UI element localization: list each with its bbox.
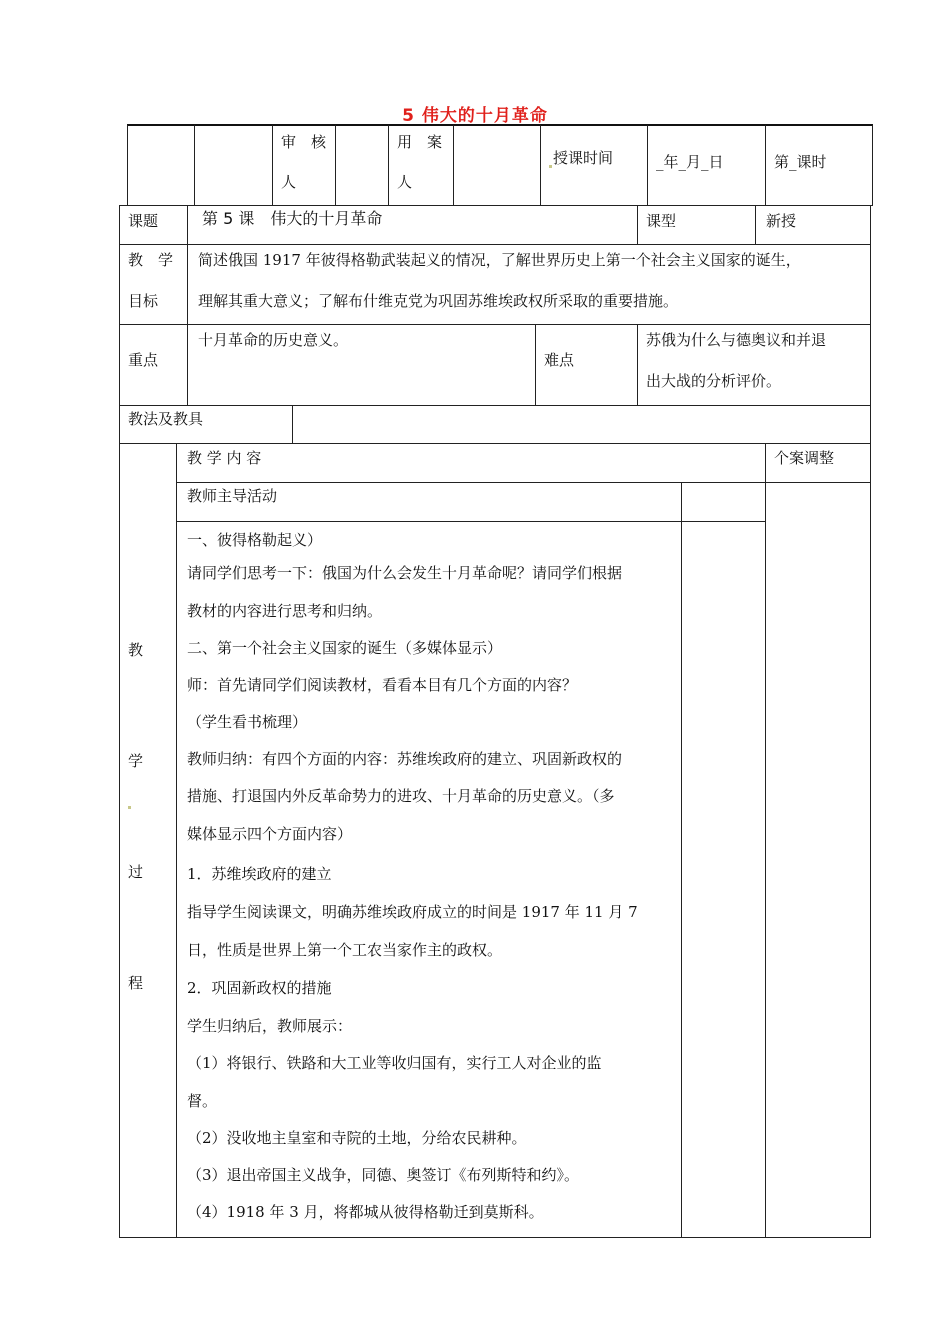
reviewer-label-line-1: 审 核: [281, 133, 327, 151]
type-value-cell: [755, 205, 871, 245]
content-line: （2）没收地主皇室和寺院的土地，分给农民耕种。: [187, 1129, 527, 1147]
content-line: 督。: [187, 1092, 218, 1110]
type-value: 新授: [766, 212, 797, 230]
content-line: 请同学们思考一下：俄国为什么会发生十月革命呢？请同学们根据: [187, 564, 623, 582]
content-line: 措施、打退国内外反革命势力的进攻、十月革命的历史意义。（多: [187, 787, 615, 805]
methods-label: 教法及教具: [128, 410, 204, 428]
key-value: 十月革命的历史意义。: [198, 331, 349, 349]
process-side-cell: [119, 443, 177, 1238]
content-line: 2．巩固新政权的措施: [187, 979, 332, 997]
reviewer-label-line-2: 人: [281, 173, 297, 191]
header-cell-blank-2: [194, 124, 273, 206]
content-line: 一、彼得格勒起义）: [187, 531, 323, 549]
adjust-body-cell: [765, 482, 871, 1238]
content-header-cell: [176, 443, 766, 483]
type-label-cell: [637, 205, 756, 245]
header-cell-user-label: [388, 124, 454, 206]
header-cell-blank-1: [127, 124, 195, 206]
period-text: 第_课时: [774, 153, 827, 171]
topic-value: 第 5 课 伟大的十月革命: [202, 209, 383, 228]
user-label-line-2: 人: [397, 173, 413, 191]
content-header: 教 学 内 容: [187, 449, 262, 467]
content-line: 二、第一个社会主义国家的诞生（多媒体显示）: [187, 639, 503, 657]
key-label: 重点: [128, 351, 159, 369]
goals-label-cell: [119, 244, 188, 325]
teaching-time-label: 授课时间: [553, 149, 614, 167]
adjust-header-cell: [765, 443, 871, 483]
goals-label-line-1: 教 学: [128, 251, 174, 269]
content-line: 日，性质是世界上第一个工农当家作主的政权。: [187, 941, 503, 959]
process-side-char-3: 过: [128, 863, 144, 881]
goals-label-line-2: 目标: [128, 292, 159, 310]
content-line: 1．苏维埃政府的建立: [187, 865, 332, 883]
goals-value-cell: [187, 244, 871, 325]
content-line: 学生归纳后，教师展示：: [187, 1017, 353, 1035]
methods-value-cell: [292, 405, 871, 444]
content-line: 教师归纳：有四个方面的内容：苏维埃政府的建立、巩固新政权的: [187, 750, 623, 768]
header-cell-period: [765, 124, 873, 206]
difficulty-value-cell: [637, 324, 871, 406]
revision-mark-icon: [549, 165, 552, 168]
teacher-activity-aux-cell: [681, 482, 766, 522]
difficulty-line-1: 苏俄为什么与德奥议和并退: [646, 331, 827, 349]
header-cell-date: [647, 124, 766, 206]
key-value-cell: [187, 324, 536, 406]
process-side-char-1: 教: [128, 641, 144, 659]
methods-label-cell: [119, 405, 293, 444]
teacher-activity-header-cell: [176, 482, 682, 522]
content-line: 指导学生阅读课文，明确苏维埃政府成立的时间是 1917 年 11 月 7: [187, 903, 638, 921]
content-line: 教材的内容进行思考和归纳。: [187, 602, 383, 620]
header-cell-user-value: [453, 124, 541, 206]
user-label-line-1: 用 案: [397, 133, 443, 151]
document-title: 5 伟大的十月革命: [402, 106, 548, 126]
content-line: （4）1918 年 3 月，将都城从彼得格勒迁到莫斯科。: [187, 1203, 544, 1221]
teacher-activity-header: 教师主导活动: [187, 487, 278, 505]
content-body-cell: [176, 521, 682, 1238]
process-side-char-4: 程: [128, 974, 144, 992]
content-body-aux-cell: [681, 521, 766, 1238]
goals-line-1: 简述俄国 1917 年彼得格勒武装起义的情况，了解世界历史上第一个社会主义国家的诞生，: [198, 251, 801, 269]
content-line: （学生看书梳理）: [187, 713, 308, 731]
adjust-header: 个案调整: [774, 449, 835, 467]
topic-label: 课题: [128, 212, 159, 230]
topic-label-cell: [119, 205, 188, 245]
content-line: （1）将银行、铁路和大工业等收归国有，实行工人对企业的监: [187, 1054, 602, 1072]
header-cell-reviewer-label: [272, 124, 336, 206]
revision-mark-icon: [128, 806, 131, 809]
date-text: _年_月_日: [656, 153, 724, 171]
content-line: 媒体显示四个方面内容）: [187, 825, 353, 843]
content-line: 师：首先请同学们阅读教材，看看本目有几个方面的内容？: [187, 676, 578, 694]
header-cell-reviewer-value: [335, 124, 389, 206]
goals-line-2: 理解其重大意义；了解布什维克党为巩固苏维埃政权所采取的重要措施。: [198, 292, 679, 310]
difficulty-label-cell: [535, 324, 638, 406]
header-cell-teaching-time: [540, 124, 648, 206]
difficulty-label: 难点: [544, 351, 575, 369]
type-label: 课型: [646, 212, 677, 230]
process-side-char-2: 学: [128, 752, 144, 770]
key-label-cell: [119, 324, 188, 406]
topic-value-cell: [187, 205, 638, 245]
content-line: （3）退出帝国主义战争，同德、奥签订《布列斯特和约》。: [187, 1166, 580, 1184]
difficulty-line-2: 出大战的分析评价。: [646, 372, 782, 390]
